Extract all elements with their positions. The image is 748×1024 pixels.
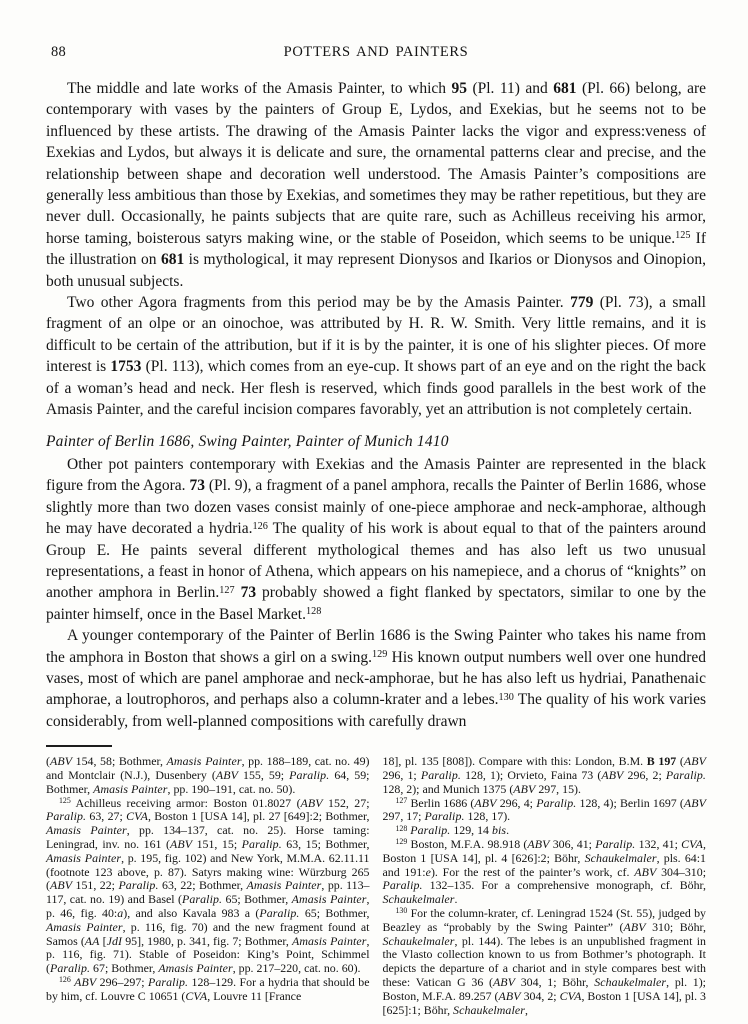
footnote-126-continuation: 18], pl. 135 [808]). Compare with this: London, B.M. B 197 (ABV 296, 1; Paralip. 128, 1); Orvieto, Faina 73 (ABV 296, 2; Paralip. 128, 2); and Munich 1375 (ABV 297, 15). bbox=[382, 754, 706, 796]
page-header bbox=[46, 44, 706, 64]
footnote-separator-rule bbox=[46, 745, 112, 747]
footnote-127: $^{127}$ Berlin 1686 (ABV 296, 4; Paralip. 128, 4); Berlin 1697 (ABV 297, 17; Paralip. 128, 17). bbox=[382, 795, 706, 824]
running-head: POTTERS AND PAINTERS bbox=[283, 44, 469, 60]
footnote-continuation-left: (ABV 154, 58; Bothmer, Amasis Painter, pp. 188–189, cat. no. 49) and Montclair (N.J.), Dusenbery (ABV 155, 59; Paralip. 64, 59; Bothmer, Amasis Painter, pp. 190–191, cat. no. 50). bbox=[46, 754, 370, 796]
footnote-130: $^{130}$ For the column-krater, cf. Leningrad 1524 (St. 55), judged by Beazley as “probably by the Swing Painter” (ABV 310; Böhr, Schaukelmaler, pl. 144). The lebes is an unpublished fragment in the Vlasto collection known to us from Bothmer’s photograph. It depicts the departure of a chariot and in style compares best with these: Vatican G 36 (ABV 304, 1; Böhr, Schaukelmaler, pl. 1); Boston, M.F.A. 89.257 (ABV 304, 2; CVA, Boston 1 [USA 14], pl. 3 [625]:1; Böhr, Schaukelmaler, bbox=[382, 905, 706, 1017]
paragraph-painter-of-berlin-1686: Other pot painters contemporary with Exekias and the Amasis Painter are represented in the black figure from the Agora. 73 (Pl. 9), a fragment of a panel amphora, recalls the Painter of Berlin 1686, whose slightly more than two dozen vases consist mainly of one-piece amphorae and neck-amphorae, although he may have decorated a hydria.$^{126}$ The quality of his work is about equal to that of the painters around Group E. He paints several different mythological themes and has also left us two unusual representations, a feast in honor of Athena, which appears on his namepiece, and a chorus of “knights” on another amphora in Berlin.$^{127}$ 73 probably showed a fight flanked by spectators, similar to one by the painter himself, once in the Basel Market.$^{128}$ bbox=[46, 455, 707, 623]
footnote-126: $^{126}$ ABV 296–297; Paralip. 128–129. For a hydria that should be by him, cf. Louvre C 10651 (CVA, Louvre 11 [France bbox=[46, 974, 370, 1003]
footnotes-section bbox=[46, 745, 706, 1017]
footnote-column-left bbox=[46, 755, 370, 1017]
section-heading: Painter of Berlin 1686, Swing Painter, Painter of Munich 1410 bbox=[46, 432, 449, 450]
paragraph-amasis-middle-late-works: The middle and late works of the Amasis Painter, to which 95 (Pl. 11) and 681 (Pl. 66) belong, are contemporary with vases by the painters of Group E, Lydos, and Exekias, but he seems not to be influenced by these artists. The drawing of the Amasis Painter lacks the vigor and express:veness of Exekias and Lydos, but always it is delicate and sure, the ornamental patterns clear and precise, and the relationship between shape and decoration well understood. The Amasis Painter’s compositions are generally less ambitious than those by Exekias, and sometimes they may be rather repetitious, but they are never dull. Occasionally, he paints subjects that are quite rare, such as Achilleus receiving his armor, horse taming, boisterous satyrs making wine, or the stable of Poseidon, which seems to be unique.$^{125}$ If the illustration on 681 is mythological, it may represent Dionysos and Ikarios or Dionysos and Oinopion, both unusual subjects. bbox=[46, 80, 706, 290]
footnote-column-right bbox=[383, 755, 707, 1017]
page-number: 88 bbox=[51, 44, 67, 60]
footnote-125: $^{125}$ Achilleus receiving armor: Boston 01.8027 (ABV 152, 27; Paralip. 63, 27; CVA, Boston 1 [USA 14], pl. 27 [649]:2; Bothmer, Amasis Painter, pp. 134–137, cat. no. 25). Horse taming: Leningrad, inv. no. 161 (ABV 151, 15; Paralip. 63, 15; Bothmer, Amasis Painter, p. 195, fig. 102) and New York, M.M.A. 62.11.11 (footnote 123 above, p. 87). Satyrs making wine: Würzburg 265 (ABV 151, 22; Paralip. 63, 22; Bothmer, Amasis Painter, pp. 113–117, cat. no. 19) and Basel (Paralip. 65; Bothmer, Amasis Painter, p. 46, fig. 40:a), and also Kavala 983 a (Paralip. 65; Bothmer, Amasis Painter, p. 116, fig. 70) and the new fragment found at Samos (AA [JdI 95], 1980, p. 341, fig. 7; Bothmer, Amasis Painter, p. 116, fig. 71). Stable of Poseidon: King’s Point, Schimmel (Paralip. 67; Bothmer, Amasis Painter, pp. 217–220, cat. no. 60). bbox=[46, 795, 370, 976]
footnote-columns bbox=[46, 755, 706, 1017]
body-text bbox=[46, 78, 706, 732]
paragraph-swing-painter: A younger contemporary of the Painter of Berlin 1686 is the Swing Painter who takes his name from the amphora in Boston that shows a girl on a swing.$^{129}$ His known output numbers well over one hundred vases, most of which are panel amphorae and neck-amphorae, but he has also left us hydriai, Panathenaic amphorae, a loutrophoros, and perhaps also a column-krater and a lebes.$^{130}$ The quality of his work varies considerably, from well-planned compositions with carefully drawn bbox=[46, 627, 706, 730]
footnote-129: $^{129}$ Boston, M.F.A. 98.918 (ABV 306, 41; Paralip. 132, 41; CVA, Boston 1 [USA 14], pl. 4 [626]:2; Böhr, Schaukelmaler, pls. 64:1 and 191:e). For the rest of the painter’s work, cf. ABV 304–310; Paralip. 132–135. For a comprehensive monograph, cf. Böhr, Schaukelmaler. bbox=[382, 836, 706, 907]
footnote-128: $^{128}$ Paralip. 129, 14 bis. bbox=[395, 823, 510, 838]
paragraph-agora-fragments: Two other Agora fragments from this period may be by the Amasis Painter. 779 (Pl. 73), a small fragment of an olpe or an oinochoe, was attributed by H. R. W. Smith. Very little remains, and it is difficult to be certain of the attribution, but if it is by the painter, it is one of his slighter pieces. Of more interest is 1753 (Pl. 113), which comes from an eye-cup. It shows part of an eye and on the right the back of a woman’s head and neck. Her flesh is reserved, which finds good parallels in the best work of the Amasis Painter, and the careful incision compares favorably, yet an attribution is not completely certain. bbox=[46, 294, 707, 419]
